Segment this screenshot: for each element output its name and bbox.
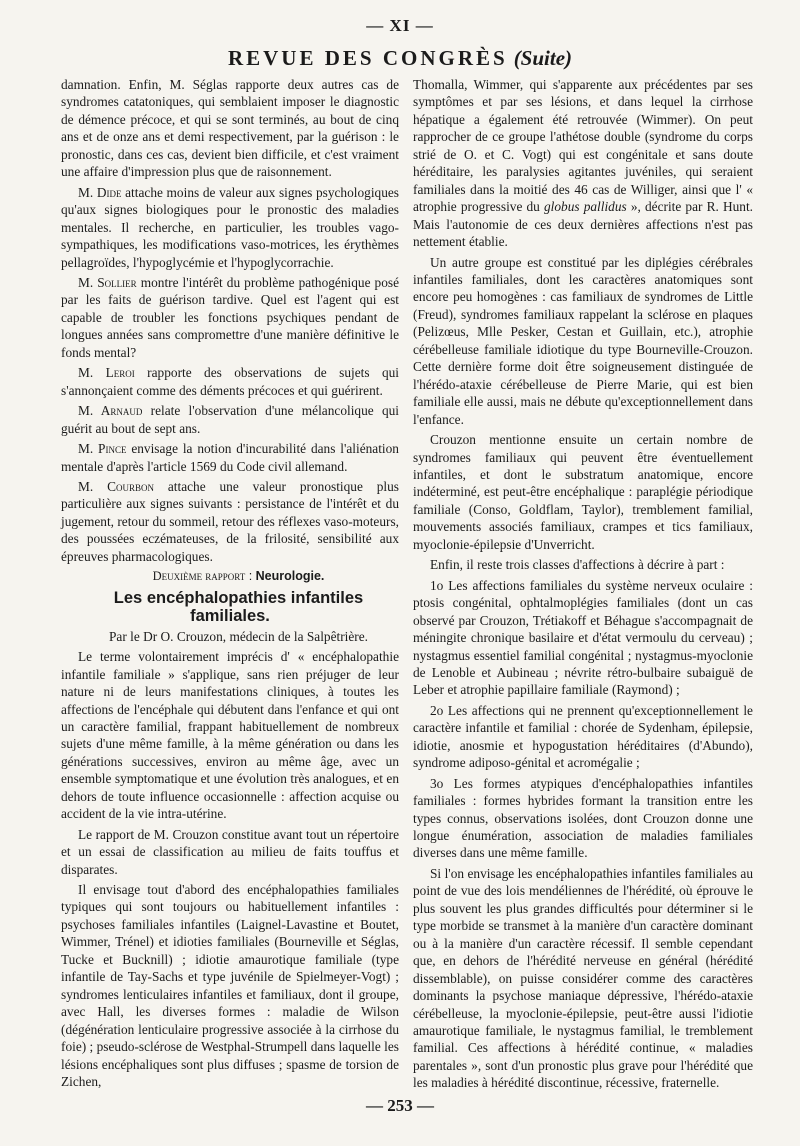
running-title-suffix: (Suite) [513, 46, 573, 70]
paragraph-text: montre l'intérêt du problème pathogénique posé par les faits de guérison tardive. Quel est l'agent qui est capable de troubler les fonctions psychiques pendant de longues années sans compromettre d'une manière définitive le fonds mental? [61, 274, 400, 360]
speaker-name: M. Arnaud [78, 403, 143, 419]
speaker-name: M. Courbon [78, 478, 154, 494]
paragraph-text: envisage la notion d'incurabilité dans l'aliénation mentale d'après l'article 1569 du Code civil allemand. [61, 441, 399, 474]
section-label [61, 568, 399, 585]
article-title: Les encéphalopathies infantiles familiales. [113, 588, 364, 625]
paragraph: Enfin, il reste trois classes d'affections à décrire à part : [430, 557, 725, 573]
paragraph-text: relate l'observation d'une mélancolique qui guérit au bout de sept ans. [61, 403, 399, 436]
paragraph: 3o Les formes atypiques d'encéphalopathies infantiles familiales : formes hybrides formant la transition entre les types connus, observations isolées, dont Crouzon donne une longue énumération, association de maladies familiales diverses dans une même famille. [413, 775, 753, 861]
paragraph [61, 440, 399, 475]
paragraph [61, 478, 399, 565]
paragraph [61, 402, 399, 437]
paragraph-text: attache moins de valeur aux signes psychologiques qu'aux signes biologiques pour le pronostic des maladies mentales. Il recherche, en particulier, les troubles vago-sympathiques, les modifications vaso-motrices, les érythèmes pellagroïdes, l'hypoglycémie et l'hypoglycorrachie. [61, 184, 399, 270]
paragraph-text: attache une valeur pronostique plus particulière aux signes suivants : persistance de l'intérêt et du jugement, retour du sommeil, retour des réflexes vaso-moteurs, des poussées eczémateuses, de la frilosité, sensibilité aux épreuves pharmacologiques. [61, 478, 399, 564]
paragraph: Il envisage tout d'abord des encéphalopathies familiales typiques qui sont toujours ou habituellement infantiles : psychoses familiales infantiles (Laignel-Lavastine et Boutet, Wimmer, Trénel) et idioties familiales (Bourneville et Séglas, Tucke et Bucknill) ; idiotie amaurotique familiale (type infantile de Tay-Sachs et type juvénile de Spielmeyer-Vogt) ; syndromes lenticulaires infantiles et familiaux, dont il groupe, avec Hall, les diverses formes : maladie de Wilson (dégénération lenticulaire progressive associée à la cirrhose du foie) ; pseudo-sclérose de Westphal-Strumpell dans laquelle les lésions encéphaliques sont plus diffuses ; spasme de torsion de Zichen, [61, 882, 399, 1090]
section-label-sep: : [245, 569, 256, 584]
paragraph: damnation. Enfin, M. Séglas rapporte deux autres cas de syndromes catatoniques, qui semblaient imposer le diagnostic de démence précoce, et qui se sont terminés, au bout de cinq ans et de onze ans et demi respectivement, par la guérison : le pronostic, dans ces cas, devient bien difficile, et c'est vraiment une affaire d'impression plus que de raisonnement. [61, 77, 399, 180]
paragraph [413, 76, 753, 251]
paragraph: Crouzon mentionne ensuite un certain nombre de syndromes familiaux qui peuvent être éventuellement infantiles, et dont le substratum anatomique, encore indéterminé, est peut-être encéphalique : paraplégie périodique familiale (Conso, Goldflam, Taylor), tremblement familial, mouvements associés familiaux, crampes et tics familiaux, myoclonie-épilepsie d'Unverricht. [413, 432, 753, 552]
speaker-name: M. Pince [78, 441, 127, 457]
speaker-name: M. Leroi [78, 365, 135, 381]
section-label-report: Deuxième rapport [152, 569, 246, 584]
paragraph [61, 184, 399, 271]
paragraph-text: rapporte des observations de sujets qui s'annonçaient comme des déments précoces et qui guérirent. [61, 365, 399, 398]
italic-term: globus pallidus [543, 199, 627, 215]
paragraph: Le terme volontairement imprécis d' « encéphalopathie infantile familiale » s'applique, sans rien préjuger de leur nature ni de leurs manifestations cliniques, à toutes les affections de l'encéphale qui débutent dans l'enfance et qui ont un caractère familial, frappant habituellement de nombreux sujets d'une même famille, à la même génération ou dans les générations successives, environ au même âge, avec un ensemble symptomatique et une évolution très analogues, et en dehors de toute influence occasionnelle : affection acquise ou accident de la vie intra-utérine. [61, 649, 399, 822]
speaker-name: M. Sollier [78, 274, 137, 290]
left-column [61, 76, 399, 1093]
byline: Par le Dr O. Crouzon, médecin de la Salpêtrière. [109, 628, 368, 644]
paragraph-text: », décrite par R. Hunt. Mais l'autonomie de ces deux dernières affections n'est pas nettement établie. [413, 199, 753, 250]
paragraph: Un autre groupe est constitué par les diplégies cérébrales infantiles familiales, dont les caractères anatomiques sont encore peu homogènes : cas familiaux de syndromes de Little (Freud), syndromes familiaux rappelant la sclérose en plaques (Pelizœus, Mlle Pesker, Cestan et Guillain, etc.), atrophie cérébelleuse familiale idiotique du type Bourneville-Crouzon. Cette dernière forme doit être soigneusement distinguée de l'hérédo-ataxie cérébelleuse de Pierre Marie, qui est bien familiale elle aussi, mais ne débute qu'exceptionnellement dans l'enfance. [413, 254, 753, 427]
section-label-topic: Neurologie. [255, 569, 325, 584]
right-column [413, 76, 753, 1095]
paragraph: 1o Les affections familiales du système nerveux oculaire : ptosis congénital, ophtalmoplégies familiales (dont un cas observé par Crouzon, Trétiakoff et Béhague s'accompagnait de méningite chronique basilaire et d'état vermoulu du cerveau) ; nystagmus essentiel familial congénital ; nystagmus-myoclonie de Lenoble et Aubineau ; névrite rétro-bulbaire subaiguë de Leber et atrophie papillaire familiale (Raymond) ; [413, 577, 753, 698]
roman-page-number: — XI — [366, 16, 434, 35]
paragraph [61, 274, 399, 361]
running-title-text: REVUE DES CONGRÈS [227, 46, 508, 70]
paragraph [61, 364, 399, 399]
paragraph: Le rapport de M. Crouzon constitue avant tout un répertoire et un essai de classification au milieu de faits touffus et disparates. [61, 826, 399, 877]
running-title [0, 46, 800, 71]
speaker-name: M. Dide [78, 184, 122, 200]
paragraph-text: Thomalla, Wimmer, qui s'apparente aux précédentes par ses symptômes et par ses lésions, et dans lequel la cirrhose hépatique a également été retrouvée (Wimmer). On peut rapprocher de ce groupe l'athétose double (syndrome du corps strié de O. et C. Vogt) qui est congénitale et sans doute héréditaire, les paralysies agitantes juvéniles, qui seraient familiales dans la moitié des 46 cas de Williger, ainsi que l' « atrophie progressive du [413, 77, 753, 215]
paragraph: Si l'on envisage les encéphalopathies infantiles familiales au point de vue des lois mendéliennes de l'hérédité, où éprouve le plus souvent les plus grandes difficultés pour déterminer si le type morbide se transmet à la manière d'un caractère dominant ou à la manière d'un caractère récessif. Il semble cependant que, en dehors de l'hérédité nerveuse en général (hérédité dissemblable), on puisse considérer comme des caractères dominants la psychose maniaque dépressive, l'hérédo-ataxie cérébelleuse, la myoclonie-épilepsie, peut-être aussi l'idiotie amaurotique familiale, le nystagmus familial, le tremblement familial. Ces affections à hérédité continue, « maladies parentales », sont d'un pronostic plus grave pour l'hérédité que les maladies à hérédité discontinue, récessive, fraternelle. [413, 865, 753, 1091]
paragraph: 2o Les affections qui ne prennent qu'exceptionnellement le caractère infantile et familial : chorée de Sydenham, épilepsie, idiotie, anosmie et hypogustation héréditaires (d'Abundo), syndrome adiposo-génital et acromégalie ; [413, 702, 753, 771]
page-number: — 253 — [366, 1096, 434, 1115]
